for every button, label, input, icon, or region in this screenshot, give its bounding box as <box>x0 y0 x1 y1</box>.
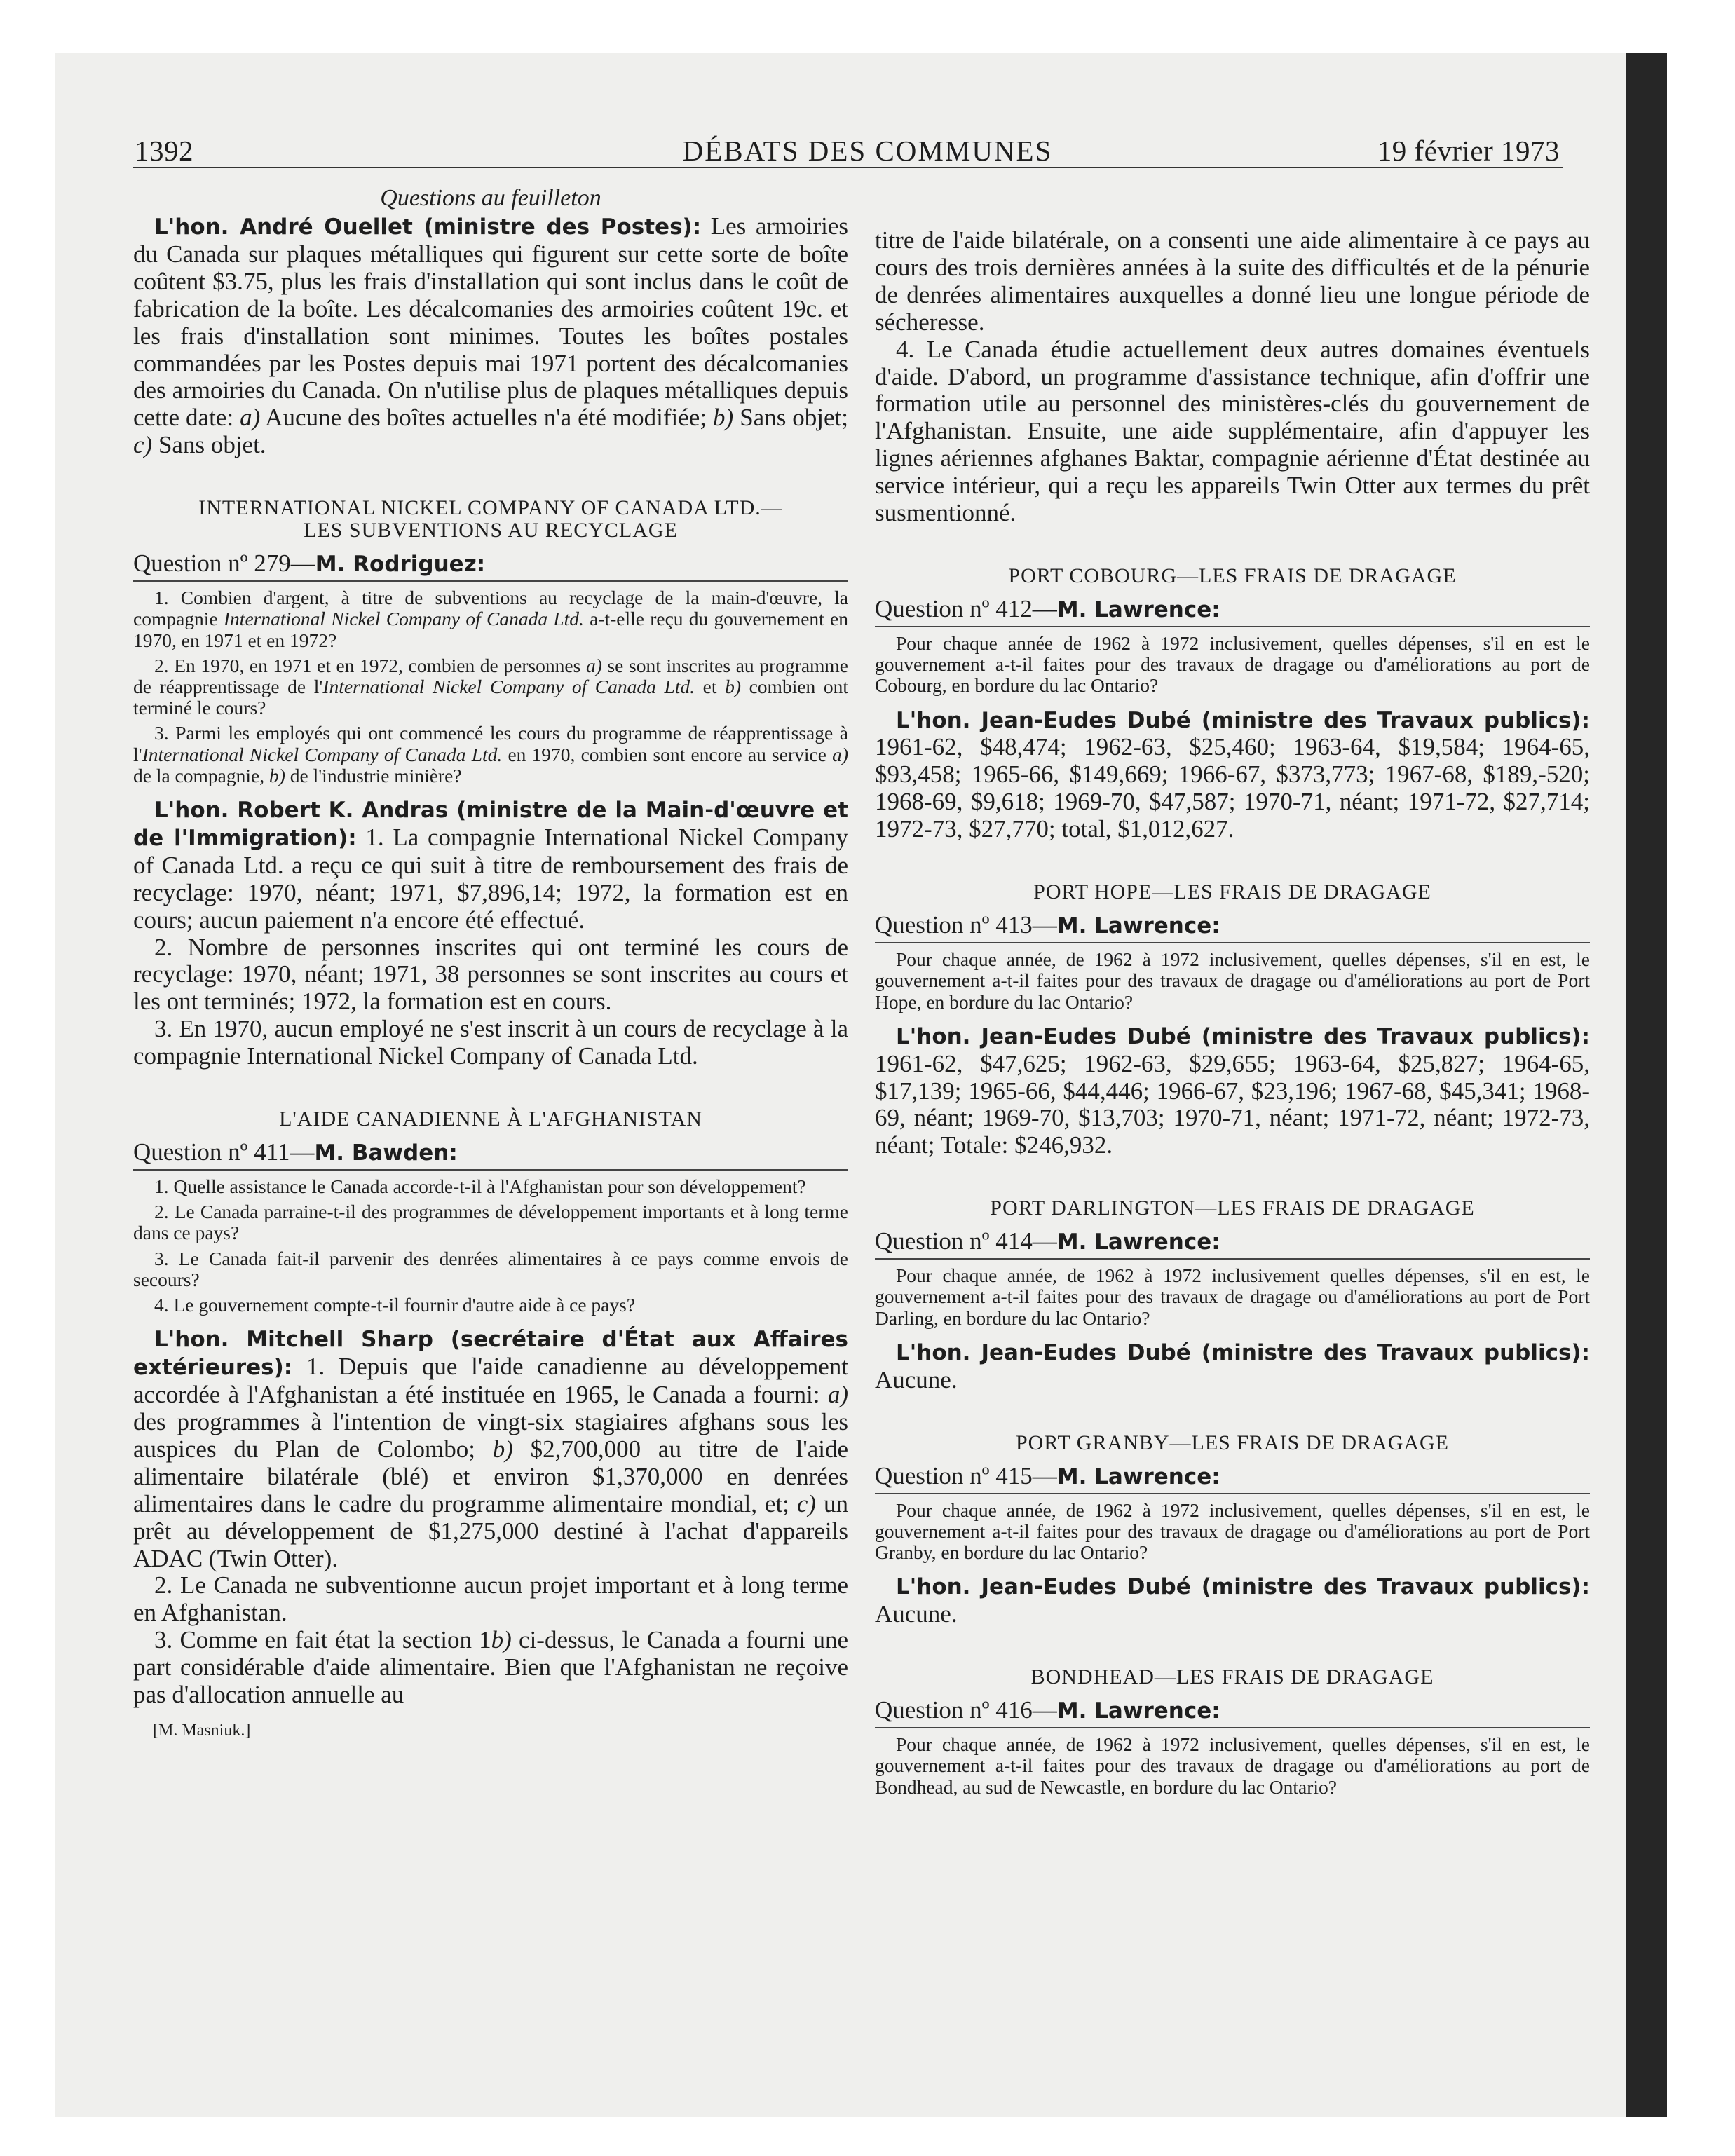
section-heading-afghan: L'AIDE CANADIENNE À L'AFGHANISTAN <box>279 1107 702 1131</box>
dube-answer: L'hon. Jean-Eudes Dubé (ministre des Travaux publics): Aucune. <box>875 1574 1590 1628</box>
sharp-answer: L'hon. Mitchell Sharp (secrétaire d'État aux Affaires extérieures): 1. Depuis que l'aide canadienne au développement accordée à l'Afghanistan a été instituée en 1965, le Canada a fourni: a) des programmes à l'intention de vingt-six stagiaires afghans sous les auspices du Plan de Colombo; b) $2,700,000 au titre de l'aide alimentaire bilatérale (blé) et environ $1,370,000 en denrées alimentaires dans le cadre du programme alimentaire mondial, et; c) un prêt au développement de $1,275,000 destiné à l'achat d'appareils ADAC (Twin Otter). <box>133 1327 849 1572</box>
header-rule <box>133 167 1563 168</box>
question-rule <box>875 942 1590 943</box>
question-line: Question nº 279—M. Rodriguez: <box>133 550 486 578</box>
question-line: Question nº 416—M. Lawrence: <box>875 1696 1220 1724</box>
question-item: 1. Combien d'argent, à titre de subventions au recyclage de la main-d'œuvre, la compagnie International Nickel Company of Canada Ltd. a-t-elle reçu du gouvernement en 1970, en 1971 et en 1972? <box>133 587 848 651</box>
question-item: 1. Quelle assistance le Canada accorde-t-il à l'Afghanistan pour son développement? <box>154 1175 806 1198</box>
section-heading-cobourg: PORT COBOURG—LES FRAIS DE DRAGAGE <box>1008 564 1457 587</box>
ouellet-answer: L'hon. André Ouellet (ministre des Postes): Les armoiries du Canada sur plaques métalliques qui figurent sur cette sorte de boîte coûtent $3.75, plus les frais d'installation qui sont inclus dans le coût de fabrication de la boîte. Les décalcomanies des armoiries coûtent 19c. et les frais d'installation sont minimes. Toutes les boîtes postales commandées par les Postes depuis mai 1971 portent des décalcomanies des armoiries du Canada. On n'utilise plus de plaques métalliques depuis cette date: a) Aucune des boîtes actuelles n'a été modifiée; b) Sans objet; c) Sans objet. <box>133 212 849 459</box>
speaker-name: L'hon. Robert K. Andras (ministre de la Main-d'œuvre et de l'Immigration): <box>133 797 848 851</box>
question-item: 4. Le gouvernement compte-t-il fournir d'autre aide à ce pays? <box>154 1294 636 1316</box>
question-rule <box>875 1258 1590 1260</box>
left-column <box>133 184 848 1741</box>
question-item: Pour chaque année, de 1962 à 1972 inclusivement, quelles dépenses, s'il en est, le gouvernement a-t-il faites pour des travaux de dragage ou d'améliorations au port de Port Hope, en bordure du lac Ontario? <box>875 948 1590 1013</box>
answer-paragraph: 2. Nombre de personnes inscrites qui ont terminé les cours de recyclage: 1970, néant; 1971, 38 personnes se sont inscrites au cours et les ont terminés; 1972, la formation est en cours. <box>133 933 848 1016</box>
question-line: Question nº 415—M. Lawrence: <box>875 1461 1220 1489</box>
answer-paragraph: 3. Comme en fait état la section 1b) ci-dessus, le Canada a fourni une part considérable d'aide alimentaire. Bien que l'Afghanistan ne reçoive pas d'allocation annuelle au <box>133 1626 848 1709</box>
section-heading-inco: INTERNATIONAL NICKEL COMPANY OF CANADA LTD.— LES SUBVENTIONS AU RECYCLAGE <box>198 496 783 543</box>
question-line: Question nº 412—M. Lawrence: <box>875 594 1220 622</box>
question-line: Question nº 414—M. Lawrence: <box>875 1227 1220 1255</box>
question-item: Pour chaque année, de 1962 à 1972 inclusivement, quelles dépenses, s'il en est, le gouvernement a-t-il faites pour des travaux de dragage ou d'améliorations au port de Port Granby, en bordure du lac Ontario? <box>875 1499 1590 1564</box>
question-line: Question nº 413—M. Lawrence: <box>875 911 1220 939</box>
section-heading-darlington: PORT DARLINGTON—LES FRAIS DE DRAGAGE <box>990 1196 1475 1220</box>
dube-answer: L'hon. Jean-Eudes Dubé (ministre des Travaux publics): 1961-62, $47,625; 1962-63, $29,655; 1963-64, $25,827; 1964-65, $17,139; 1965-66, $44,446; 1966-67, $23,196; 1967-68, $45,341; 1968-69, néant; 1969-70, $13,703; 1970-71, néant; 1971-72, néant; 1972-73, néant; Totale: $246,932. <box>875 1023 1590 1159</box>
answer-paragraph: 4. Le Canada étudie actuellement deux autres domaines éventuels d'aide. D'abord, un programme d'assistance technique, afin d'offrir une formation utile au personnel des ministères-clés du gouvernement de l'Afghanistan. Ensuite, une aide supplémentaire, afin d'appuyer les lignes aériennes afghanes Baktar, compagnie aérienne d'État destinée au service intérieur, qui a reçu les appareils Twin Otter aux termes du prêt susmentionné. <box>875 335 1590 527</box>
answer-paragraph: 3. En 1970, aucun employé ne s'est inscrit à un cours de recyclage à la compagnie International Nickel Company of Canada Ltd. <box>133 1015 848 1070</box>
andras-answer: L'hon. Robert K. Andras (ministre de la Main-d'œuvre et de l'Immigration): 1. La compagnie International Nickel Company of Canada Ltd. a reçu ce qui suit à titre de remboursement des frais de recyclage: 1970, néant; 1971, $7,896,14; 1972, la formation est en cours; aucun paiement n'a encore été effectué. <box>133 797 848 934</box>
question-item: Pour chaque année de 1962 à 1972 inclusivement, quelles dépenses, s'il en est le gouvernement a-t-il faites pour des travaux de dragage ou d'améliorations au port de Cobourg, en bordure du lac Ontario? <box>875 632 1590 697</box>
section-heading-bondhead: BONDHEAD—LES FRAIS DE DRAGAGE <box>1030 1665 1434 1689</box>
answer-paragraph: 2. Le Canada ne subventionne aucun projet important et à long terme en Afghanistan. <box>133 1571 848 1627</box>
question-item: Pour chaque année, de 1962 à 1972 inclusivement quelles dépenses, s'il en est, le gouvernement a-t-il faites pour des travaux de dragage ou d'améliorations au port de Port Darling, en bordure du lac Ontario? <box>875 1264 1590 1329</box>
question-line: Question nº 411—M. Bawden: <box>133 1138 458 1166</box>
question-rule <box>875 626 1590 627</box>
speaker-name: L'hon. Jean-Eudes Dubé (ministre des Travaux publics): <box>896 1339 1590 1365</box>
running-title: DÉBATS DES COMMUNES <box>682 135 1053 167</box>
speaker-name: L'hon. Jean-Eudes Dubé (ministre des Travaux publics): <box>896 1023 1590 1049</box>
page-footer-note: [M. Masniuk.] <box>153 1721 251 1740</box>
section-heading-hope: PORT HOPE—LES FRAIS DE DRAGAGE <box>1033 880 1431 904</box>
question-item: 2. En 1970, en 1971 et en 1972, combien de personnes a) se sont inscrites au programme de réapprentissage de l'International Nickel Company of Canada Ltd. et b) combien ont terminé le cours? <box>133 654 849 719</box>
section-subtitle: Questions au feuilleton <box>380 185 601 211</box>
section-heading-granby: PORT GRANBY—LES FRAIS DE DRAGAGE <box>1015 1431 1450 1454</box>
question-rule <box>875 1493 1590 1494</box>
question-item: 3. Parmi les employés qui ont commencé les cours du programme de réapprentissage à l'International Nickel Company of Canada Ltd. en 1970, combien sont encore au service a) de la compagnie, b) de l'industrie minière? <box>133 722 848 786</box>
question-rule <box>875 1727 1590 1728</box>
speaker-name: L'hon. Jean-Eudes Dubé (ministre des Travaux publics): <box>896 1574 1590 1600</box>
speaker-name: L'hon. Mitchell Sharp (secrétaire d'État aux Affaires extérieures): <box>133 1327 848 1381</box>
answer-continuation: titre de l'aide bilatérale, on a consenti une aide alimentaire à ce pays au cours des trois dernières années à la suite des difficultés et de la pénurie de denrées alimentaires auxquelles a donné lieu une longue période de sécheresse. <box>875 226 1590 336</box>
dube-answer: L'hon. Jean-Eudes Dubé (ministre des Travaux publics): Aucune. <box>875 1339 1590 1393</box>
question-rule <box>133 580 848 582</box>
dube-answer: L'hon. Jean-Eudes Dubé (ministre des Travaux publics): 1961-62, $48,474; 1962-63, $25,460; 1963-64, $19,584; 1964-65, $93,458; 1965-66, $149,669; 1966-67, $373,773; 1967-68, $189,-520; 1968-69, $9,618; 1969-70, $47,587; 1970-71, néant; 1971-72, $27,714; 1972-73, $27,770; total, $1,012,627. <box>875 707 1590 843</box>
page-number: 1392 <box>135 135 193 167</box>
question-item: Pour chaque année, de 1962 à 1972 inclusivement, quelles dépenses, s'il en est, le gouvernement a-t-il faites pour des travaux de dragage ou d'améliorations au port de Bondhead, au sud de Newcastle, en bordure du lac Ontario? <box>875 1733 1590 1798</box>
right-column <box>875 184 1590 1798</box>
page-date: 19 février 1973 <box>1377 135 1560 167</box>
question-rule <box>133 1169 848 1171</box>
speaker-name: L'hon. André Ouellet (ministre des Postes): <box>154 214 702 240</box>
speaker-name: L'hon. Jean-Eudes Dubé (ministre des Travaux publics): <box>896 707 1590 733</box>
question-item: 3. Le Canada fait-il parvenir des denrées alimentaires à ce pays comme envois de secours? <box>133 1247 848 1290</box>
question-item: 2. Le Canada parraine-t-il des programmes de développement importants et à long terme dans ce pays? <box>133 1201 848 1244</box>
